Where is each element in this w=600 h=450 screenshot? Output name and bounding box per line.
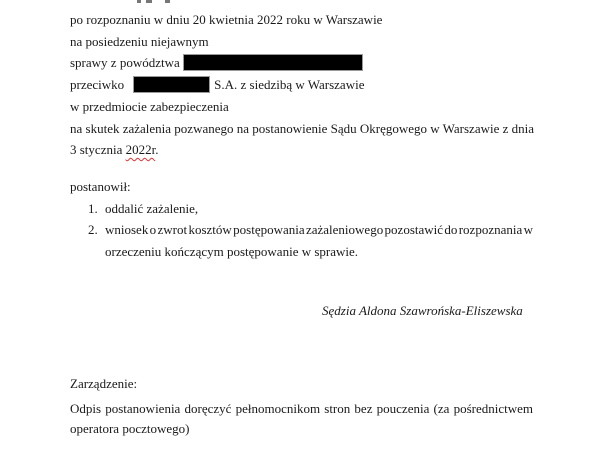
- decision-heading: postanowił:: [70, 178, 131, 194]
- line-data: [70, 139, 533, 161]
- line-przedmiot: w przedmiocie zabezpieczenia: [70, 98, 229, 114]
- list-item-1-number: 1.: [88, 200, 98, 216]
- cropped-text-remnant: [146, 0, 152, 3]
- list-item-1-text: oddalić zażalenie,: [105, 200, 199, 216]
- date-prefix: 3 stycznia: [70, 142, 126, 158]
- line-posiedzenie: na posiedzeniu niejawnym: [70, 33, 209, 49]
- date-suffix: .: [155, 142, 159, 158]
- powodztwo-label: sprawy z powództwa: [70, 55, 180, 71]
- line-rozpoznanie: po rozpoznaniu w dniu 20 kwietnia 2022 roku w Warszawie: [70, 12, 383, 27]
- redaction-bar-defendant: [133, 76, 210, 93]
- przeciwko-label: przeciwko: [70, 77, 125, 93]
- line-skutek: na skutek zażalenia pozwanego na postanowienie Sądu Okręgowego w Warszawie z dnia: [70, 120, 535, 136]
- cropped-text-remnant: [165, 0, 170, 3]
- list-item-2-number: 2.: [88, 222, 98, 238]
- list-item-2-text-line-1: wniosek o zwrot kosztów postępowania zażaleniowego pozostawić do rozpoznania w: [105, 222, 533, 238]
- date-spellcheck-marked: 2022r: [125, 142, 156, 158]
- cropped-text-remnant: [137, 0, 141, 3]
- order-heading: Zarządzenie:: [70, 376, 138, 392]
- document-body: [70, 0, 533, 439]
- przeciwko-suffix: S.A. z siedzibą w Warszawie: [214, 77, 365, 93]
- judge-signature: Sędzia Aldona Szawrońska-Eliszewska: [322, 302, 523, 318]
- order-text-line-2: operatora pocztowego): [70, 421, 190, 437]
- line-przeciwko: [70, 74, 533, 96]
- redaction-bar-plaintiff: [183, 54, 363, 71]
- list-item-2-line-2: orzeczeniu kończącym postępowanie w sprawie.: [105, 244, 359, 260]
- line-powodztwo: [70, 52, 533, 74]
- list-item-2-line-1: [70, 219, 533, 241]
- list-item-1: [70, 198, 533, 220]
- order-text-line-1: Odpis postanowienia doręczyć pełnomocnikom stron bez pouczenia (za pośrednictwem: [70, 401, 533, 417]
